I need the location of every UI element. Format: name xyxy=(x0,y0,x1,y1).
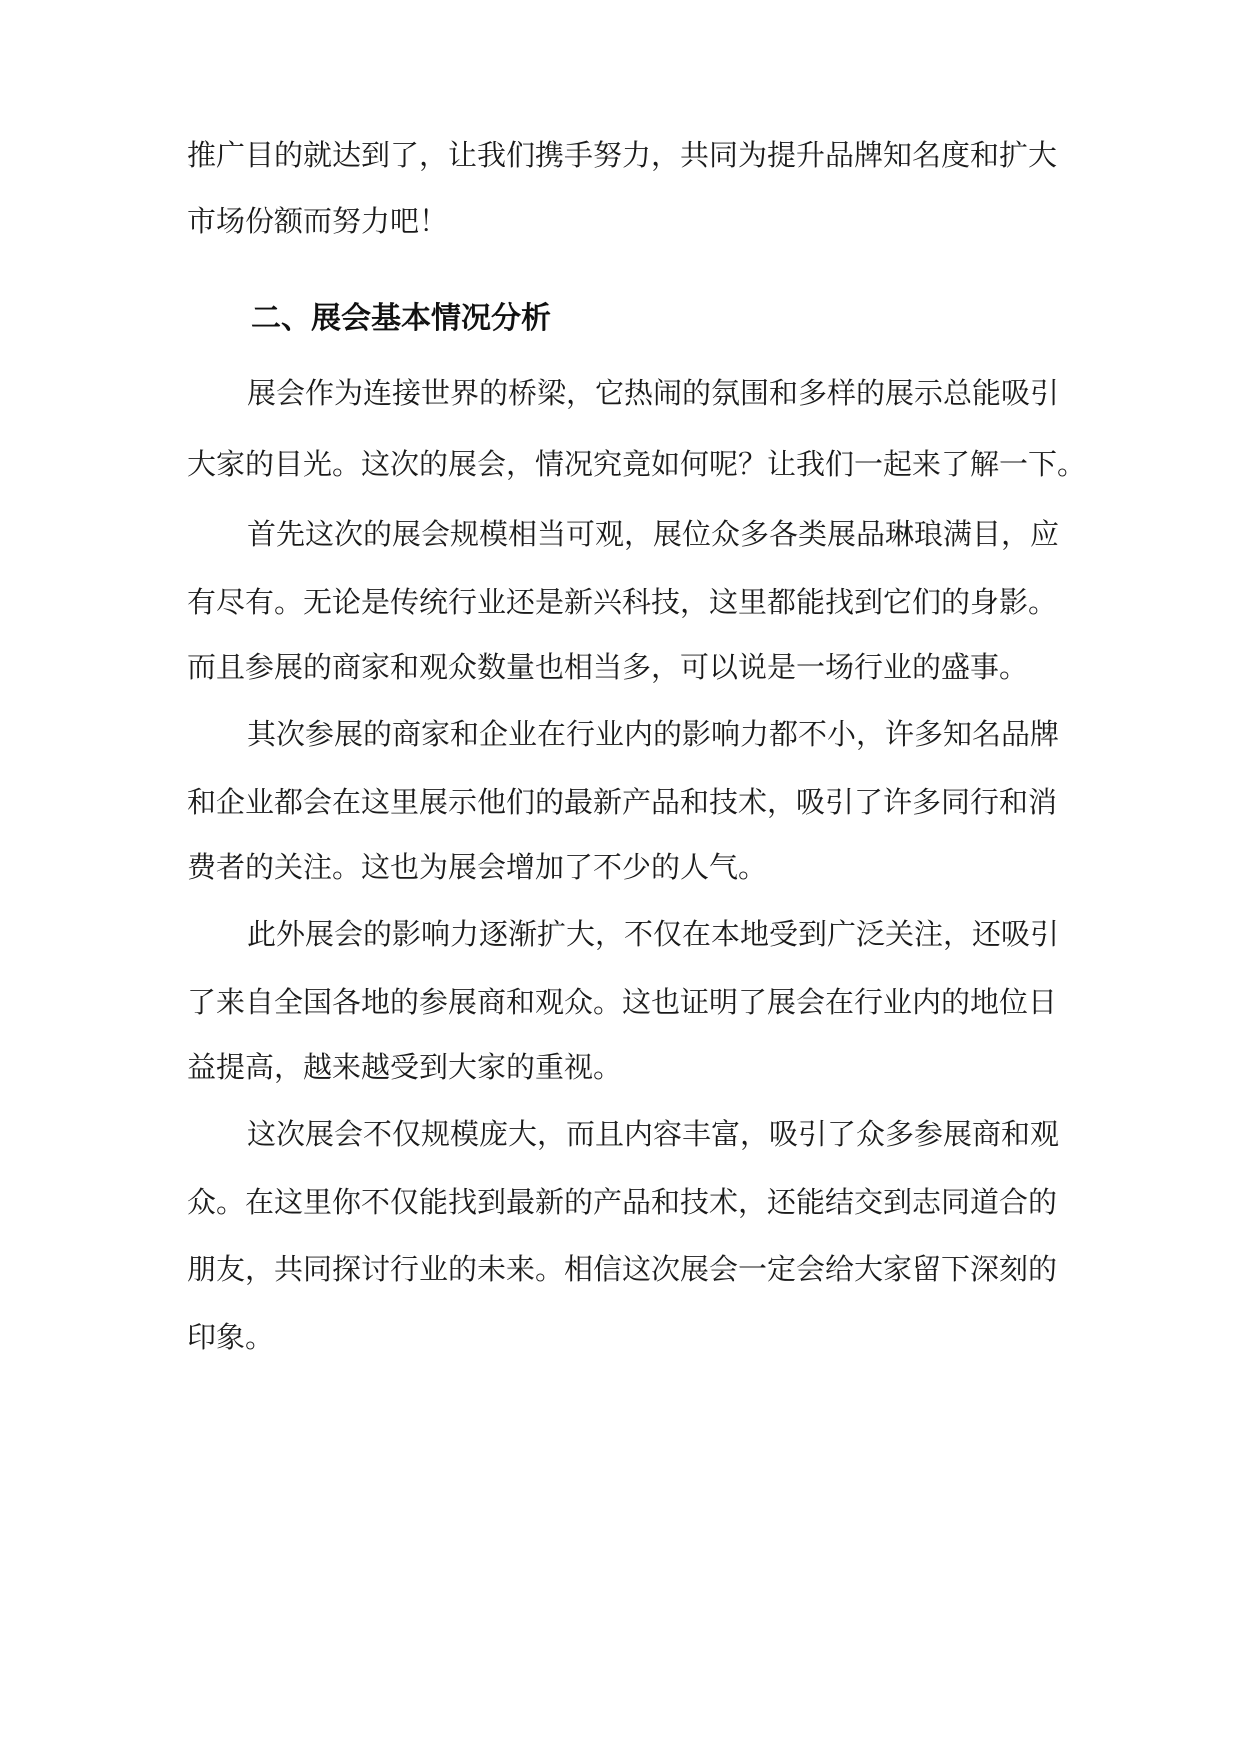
paragraph-2-line-2: 有尽有。无论是传统行业还是新兴科技，这里都能找到它们的身影。 xyxy=(187,585,1058,619)
paragraph-1-line-1: 展会作为连接世界的桥梁，它热闹的氛围和多样的展示总能吸引 xyxy=(247,376,1060,410)
section-heading: 二、展会基本情况分析 xyxy=(251,301,551,336)
paragraph-2-line-1: 首先这次的展会规模相当可观，展位众多各类展品琳琅满目，应 xyxy=(247,517,1060,551)
paragraph-3-line-2: 和企业都会在这里展示他们的最新产品和技术，吸引了许多同行和消 xyxy=(187,785,1058,819)
paragraph-4-line-1: 此外展会的影响力逐渐扩大，不仅在本地受到广泛关注，还吸引 xyxy=(247,917,1060,951)
paragraph-4-line-3: 益提高，越来越受到大家的重视。 xyxy=(187,1050,623,1084)
paragraph-2-line-3: 而且参展的商家和观众数量也相当多，可以说是一场行业的盛事。 xyxy=(187,650,1029,684)
paragraph-1-line-2: 大家的目光。这次的展会，情况究竟如何呢？让我们一起来了解一下。 xyxy=(187,447,1087,481)
paragraph-5-line-4: 印象。 xyxy=(187,1320,275,1354)
paragraph-3-line-1: 其次参展的商家和企业在行业内的影响力都不小，许多知名品牌 xyxy=(247,717,1060,751)
paragraph-3-line-3: 费者的关注。这也为展会增加了不少的人气。 xyxy=(187,850,768,884)
intro-line-2: 市场份额而努力吧！ xyxy=(187,204,449,238)
paragraph-5-line-1: 这次展会不仅规模庞大，而且内容丰富，吸引了众多参展商和观 xyxy=(247,1117,1060,1151)
paragraph-4-line-2: 了来自全国各地的参展商和观众。这也证明了展会在行业内的地位日 xyxy=(187,985,1058,1019)
intro-line-1: 推广目的就达到了，让我们携手努力，共同为提升品牌知名度和扩大 xyxy=(187,138,1058,172)
paragraph-5-line-2: 众。在这里你不仅能找到最新的产品和技术，还能结交到志同道合的 xyxy=(187,1185,1058,1219)
paragraph-5-line-3: 朋友，共同探讨行业的未来。相信这次展会一定会给大家留下深刻的 xyxy=(187,1252,1058,1286)
